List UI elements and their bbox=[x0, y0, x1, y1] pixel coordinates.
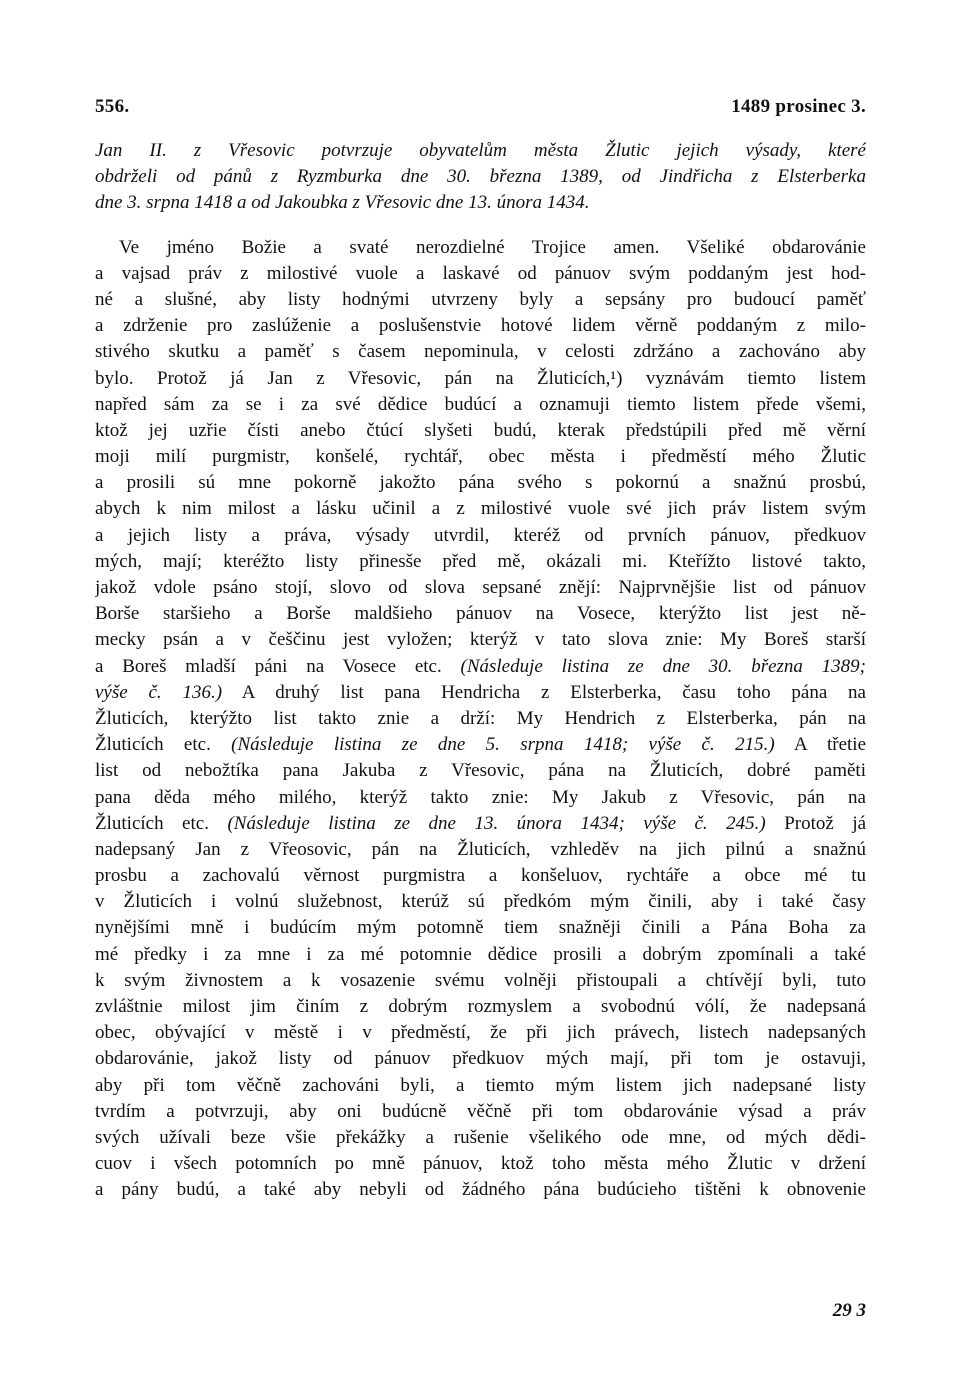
text-line: svých užívali beze všie překážky a rušenie všelikého ode mne, od mých dědi- bbox=[95, 1126, 866, 1148]
text-line-mixed bbox=[95, 732, 866, 758]
text-line: stivého skutku a paměť s časem nepominula, v celosti zdržáno a zachováno aby bbox=[95, 341, 866, 363]
regest-line: obdrželi od pánů z Ryzmburka dne 30. března 1389, od Jindřicha z Elsterberka bbox=[95, 166, 866, 188]
text-line: a vajsad práv z milostivé vuole a laskavé od pánuov svým poddaným jest hod- bbox=[95, 262, 866, 284]
text-line: zvláštnie milost jim činím z dobrým rozmyslem a svobodnú vólí, že nadepsaná bbox=[95, 996, 866, 1017]
text-line: Borše staršieho a Borše maldšieho pánuov na Vosece, kterýžto list jest ně- bbox=[95, 603, 866, 625]
text-line: obec, obývající v městě i v předměstí, že při jich právech, listech nadepsaných bbox=[95, 1022, 866, 1044]
text-line: ktož jej uzřie čísti anebo čtúcí slyšeti budú, kterak předstúpili před mě věrní bbox=[95, 419, 866, 441]
text-line: v Žluticích i volnú služebnost, kterúž sú předkóm mým činili, aby i také časy bbox=[95, 891, 866, 913]
document-page bbox=[95, 96, 866, 1204]
text-line: nadepsaný Jan z Vřeosovic, pán na Žluticích, vzhleděv na jich pilnú a snažnú bbox=[95, 838, 866, 860]
text-line: Žluticích, kterýžto list takto znie a drží: My Hendrich z Elsterberka, pán na bbox=[95, 707, 866, 729]
text-line: nynějšími mně i budúcím mým potomně tiem snažněji činili a Pána Boha za bbox=[95, 917, 866, 939]
text-line: a jejich listy a práva, výsady utvrdil, kteréž od prvních pánuov, předkuov bbox=[95, 524, 866, 546]
regest-summary bbox=[95, 138, 866, 217]
text-line-mixed bbox=[95, 654, 866, 680]
editorial-note: (Následuje listina ze dne 5. srpna 1418; výše č. 215.) bbox=[231, 734, 775, 756]
text-fragment: Žluticích etc. bbox=[95, 734, 211, 756]
text-line: aby při tom věčně zachováni byli, a tiemto mým listem jich nadepsané listy bbox=[95, 1074, 866, 1096]
editorial-note: (Následuje listina ze dne 30. března 1389; bbox=[460, 655, 866, 677]
text-line: tvrdím a potvrzuji, aby oni budúcně věčně při tom obdarovánie výsad a práv bbox=[95, 1100, 866, 1122]
text-line: pana děda mého milého, kterýž takto znie: My Jakub z Vřesovic, pán na bbox=[95, 786, 866, 808]
text-line: moji milí purgmistr, konšelé, rychtář, obec města i předměstí mého Žlutic bbox=[95, 446, 866, 468]
running-head bbox=[95, 96, 866, 124]
text-line: mecky psán a v češčinu jest vyložen; kterýž v tato slova znie: My Boreš starší bbox=[95, 629, 866, 651]
text-line: bylo. Protož já Jan z Vřesovic, pán na Žluticích,¹) vyznávám tiemto listem bbox=[95, 367, 866, 389]
text-line: mých, mají; kteréžto listy přinesše před mě, okázali mi. Kteřížto listové takto, bbox=[95, 550, 866, 572]
text-line-mixed bbox=[95, 680, 866, 706]
regest-line: Jan II. z Vřesovic potvrzuje obyvatelům města Žlutic jejich výsady, které bbox=[95, 140, 866, 161]
text-line: list od nebožtíka pana Jakuba z Vřesovic, pána na Žluticích, dobré paměti bbox=[95, 760, 866, 782]
text-line: Ve jméno Božie a svaté nerozdielné Trojice amen. Všeliké obdarovánie bbox=[119, 236, 866, 258]
text-fragment: Žluticích etc. bbox=[95, 812, 209, 834]
text-fragment: Protož já bbox=[784, 812, 866, 834]
editorial-note: (Následuje listina ze dne 13. února 1434; výše č. 245.) bbox=[227, 812, 766, 834]
text-line: napřed sám za se i za své dědice budúcí a oznamuji tiemto listem přede všemi, bbox=[95, 393, 866, 415]
text-line: a zdrženie pro zaslúženie a poslušenstvie hotové lidem věrně poddaným z milo- bbox=[95, 315, 866, 337]
text-fragment: A druhý list pana Hendricha z Elsterberka, času toho pána na bbox=[241, 681, 866, 703]
regest-line: dne 3. srpna 1418 a od Jakoubka z Vřesovic dne 13. února 1434. bbox=[95, 192, 590, 214]
text-line: jakož vdole psáno stojí, slovo od slova sepsané znějí: Najprvnějšie list od pánuov bbox=[95, 577, 866, 598]
text-fragment: A třetie bbox=[793, 734, 866, 756]
editorial-note: výše č. 136.) bbox=[95, 681, 223, 703]
text-line: prosbu a zachovalú věrnost purgmistra a konšeluov, rychtáře a obce mé tu bbox=[95, 865, 866, 887]
text-line: cuov i všech potomních po mně pánuov, ktož toho města mého Žlutic v držení bbox=[95, 1153, 866, 1175]
signature-mark: 29 3 bbox=[832, 1300, 866, 1321]
text-line: a pány budú, a také aby nebyli od žádného pána budúcieho tištěni k obnovenie bbox=[95, 1179, 866, 1201]
charter-text bbox=[95, 235, 866, 1204]
text-line-mixed bbox=[95, 811, 866, 837]
text-fragment: a Boreš mladší páni na Vosece etc. bbox=[95, 655, 442, 677]
text-line: né a slušné, aby listy hodnými utvrzeny byly a sepsány pro budoucí paměť bbox=[95, 288, 866, 310]
text-line: abych k nim milost a lásku učinil a z milostivé vuole své jich práv listem svým bbox=[95, 498, 866, 520]
page-number: 556. bbox=[95, 96, 130, 117]
text-line: k svým živnostem a k vosazenie svému volněji přistoupali a chtívějí byli, tuto bbox=[95, 969, 866, 991]
text-line: mé předky i za mne i za mé potomnie dědice prosili a dobrým zpomínali a také bbox=[95, 943, 866, 965]
text-line: obdarovánie, jakož listy od pánuov předkuov mých mají, při tom je ostavuji, bbox=[95, 1048, 866, 1070]
text-line: a prosili sú mne pokorně jakožto pána svého s pokornú a snažnú prosbú, bbox=[95, 472, 866, 494]
document-date: 1489 prosinec 3. bbox=[731, 96, 866, 117]
